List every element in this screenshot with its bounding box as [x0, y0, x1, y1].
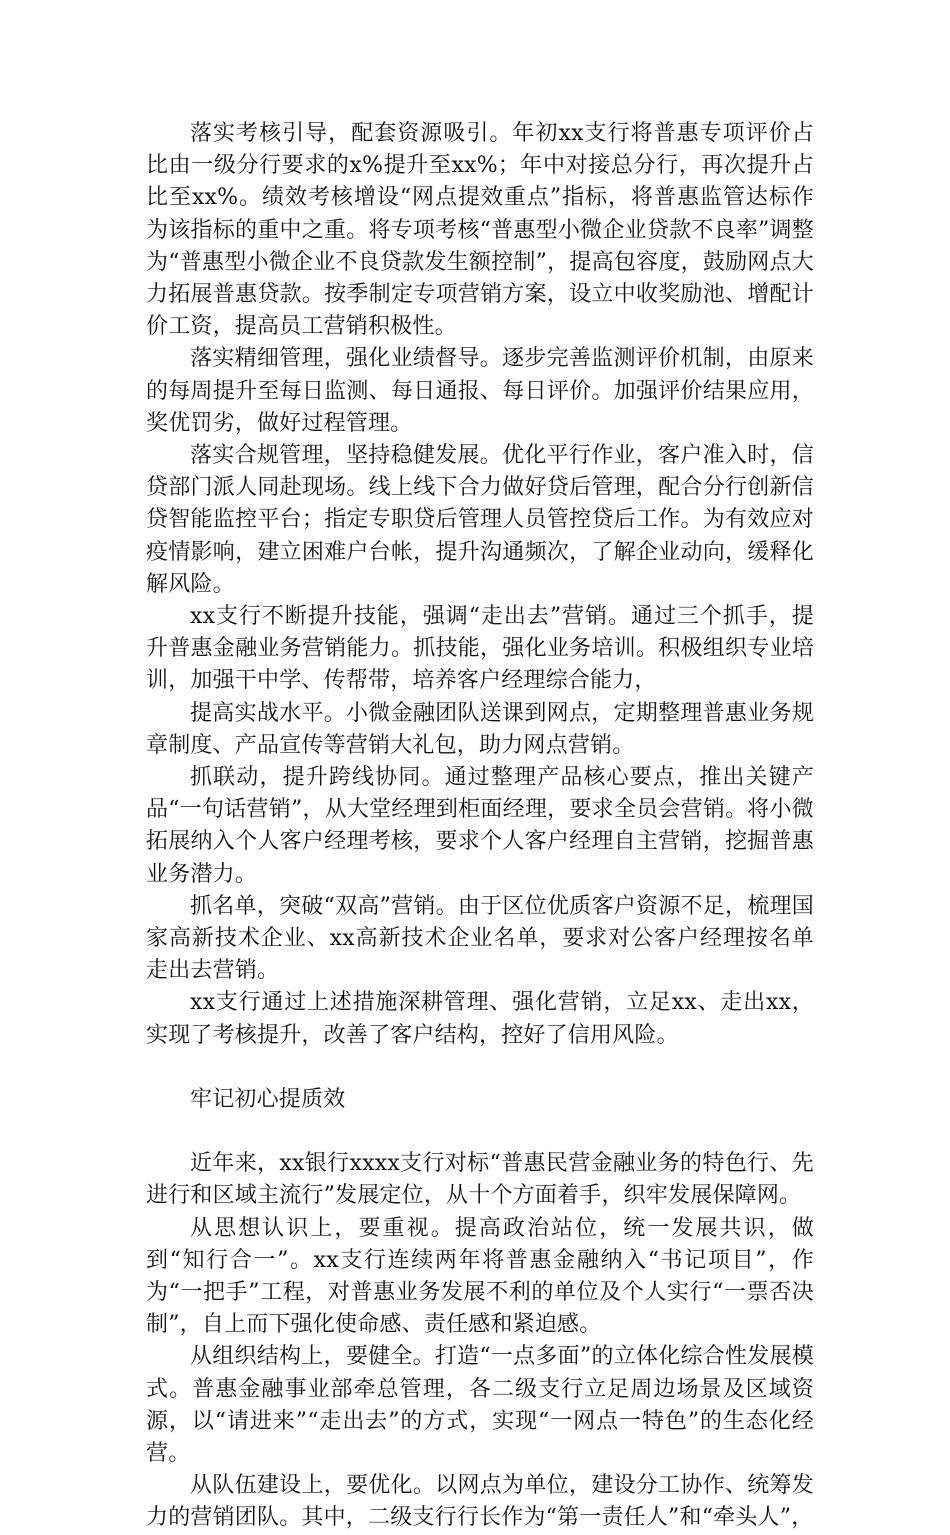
paragraph-ideology: 从思想认识上，要重视。提高政治站位，统一发展共识，做到“知行合一”。xx支行连续两年将普惠金融纳入“书记项目”，作为“一把手”工程，对普惠业务发展不利的单位及个人实行“一票否决制”，自上而下强化使命感、责任感和紧迫感。 — [146, 1215, 814, 1338]
section-heading: 牢记初心提质效 — [190, 1086, 346, 1112]
paragraph-summary: xx支行通过上述措施深耕管理、强化营销，立足xx、走出xx，实现了考核提升，改善了客户结构，控好了信用风险。 — [146, 990, 814, 1048]
paragraph-assessment-guidance: 落实考核引导，配套资源吸引。年初xx支行将普惠专项评价占比由一级分行要求的x%提升至xx%；年中对接总分行，再次提升占比至xx%。绩效考核增设“网点提效重点”指标，将普惠监管达标作为该指标的重中之重。将专项考核“普惠型小微企业贷款不良率”调整为“普惠型小微企业不良贷款发生额控制”，提高包容度，鼓励网点大力拓展普惠贷款。按季制定专项营销方案，设立中收奖励池、增配计价工资，提高员工营销积极性。 — [146, 121, 814, 340]
paragraph-name-list: 抓名单，突破“双高”营销。由于区位优质客户资源不足，梳理国家高新技术企业、xx高新技术企业名单，要求对公客户经理按名单走出去营销。 — [146, 893, 814, 984]
paragraph-team-building: 从队伍建设上，要优化。以网点为单位，建设分工协作、统筹发力的营销团队。其中，二级支行行长作为“第一责任人”和“牵头人”， — [146, 1473, 814, 1531]
paragraph-compliance-management: 落实合规管理，坚持稳健发展。优化平行作业，客户准入时，信贷部门派人同赴现场。线上线下合力做好贷后管理，配合分行创新信贷智能监控平台；指定专职贷后管理人员管控贷后工作。为有效应对疫情影响，建立困难户台帐，提升沟通频次，了解企业动向，缓释化解风险。 — [146, 443, 814, 597]
paragraph-practical-level: 提高实战水平。小微金融团队送课到网点，定期整理普惠业务规章制度、产品宣传等营销大礼包，助力网点营销。 — [146, 700, 814, 758]
paragraph-linkage: 抓联动，提升跨线协同。通过整理产品核心要点，推出关键产品“一句话营销”，从大堂经理到柜面经理，要求全员会营销。将小微拓展纳入个人客户经理考核，要求个人客户经理自主营销，挖掘普惠业务潜力。 — [146, 765, 814, 887]
document-body — [146, 118, 814, 1535]
paragraph-skill-improvement: xx支行不断提升技能，强调“走出去”营销。通过三个抓手，提升普惠金融业务营销能力。抓技能，强化业务培训。积极组织专业培训，加强干中学、传帮带，培养客户经理综合能力， — [146, 604, 814, 694]
paragraph-organization: 从组织结构上，要健全。打造“一点多面”的立体化综合性发展模式。普惠金融事业部牵总管理，各二级支行立足周边场景及区域资源，以“请进来”“走出去”的方式，实现“一网点一特色”的生态化经营。 — [146, 1344, 814, 1466]
paragraph-refined-management: 落实精细管理，强化业绩督导。逐步完善监测评价机制，由原来的每周提升至每日监测、每日通报、每日评价。加强评价结果应用，奖优罚劣，做好过程管理。 — [146, 346, 814, 436]
paragraph-positioning: 近年来，xx银行xxxx支行对标“普惠民营金融业务的特色行、先进行和区域主流行”发展定位，从十个方面着手，织牢发展保障网。 — [146, 1151, 814, 1209]
